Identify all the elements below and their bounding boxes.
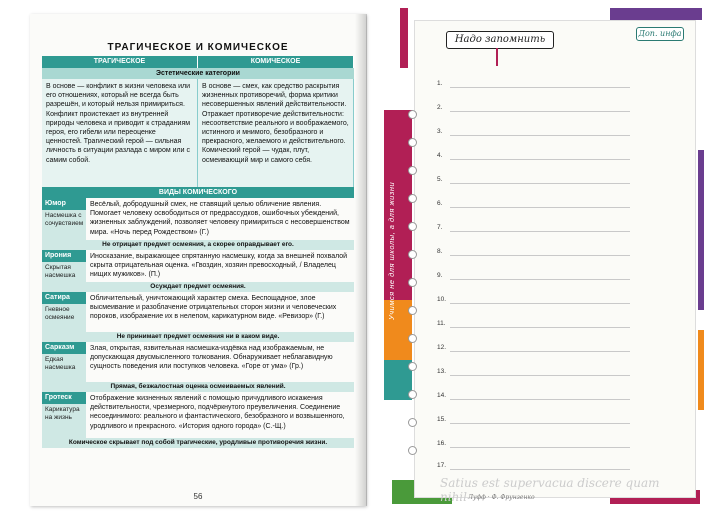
definitions-row bbox=[42, 79, 354, 187]
kind-row-irony bbox=[42, 250, 354, 282]
kind-name: Юмор bbox=[42, 198, 86, 210]
latin-motto: Satius est supervacua discere quam nihil bbox=[440, 476, 660, 504]
kind-row-humor bbox=[42, 198, 354, 240]
line-number: 6. bbox=[437, 200, 443, 207]
spiral-ring bbox=[408, 250, 417, 259]
tragic-definition: В основе — конфликт в жизни человека или его отношениях, который не всегда быть разрешён, и который нельзя примириться. Конфликт проистекает из внутренней природы человека и приводит к страданиям героя, его гибели или переоценке ценностей. Трагический герой — сильная личность в ситуации разлада с миром или с самим собой. bbox=[42, 79, 198, 187]
spiral-ring bbox=[408, 390, 417, 399]
line-number: 12. bbox=[437, 344, 447, 351]
kind-sub: Карикатура на жизнь bbox=[45, 406, 80, 421]
line-number: 16. bbox=[437, 440, 447, 447]
line-number: 1. bbox=[437, 80, 443, 87]
kind-name: Ирония bbox=[42, 250, 86, 262]
write-line bbox=[450, 135, 630, 136]
stripe-purple-top bbox=[610, 8, 702, 20]
write-line bbox=[450, 399, 630, 400]
line-number: 3. bbox=[437, 128, 443, 135]
comic-definition: В основе — смех, как средство раскрытия жизненных противоречий, форма критики несовершенных явлений действительности. Отражает противоречие действительности: несоответствие реального и воображаемого, истинного и мнимого, безобразного и прекрасного, желаемого и действительного. Комический герой — чудак, плут, осмеивающий мир и самого себя. bbox=[198, 79, 354, 187]
notebook-sheet bbox=[414, 20, 696, 498]
kind-row-grotesque bbox=[42, 392, 354, 438]
write-line bbox=[450, 207, 630, 208]
write-line bbox=[450, 303, 630, 304]
line-number: 17. bbox=[437, 462, 447, 469]
kind-note: Осуждает предмет осмеяния. bbox=[42, 282, 354, 292]
write-line bbox=[450, 87, 630, 88]
remember-title: Надо запомнить bbox=[446, 31, 554, 49]
kind-text: Злая, открытая, язвительная насмешка-издёвка над изображаемым, не допускающая двусмысленного толкования. Обнаруживает неблагавидную сущность поведения или поступков человека. «Горе от ума» (Гр.) bbox=[86, 342, 354, 382]
pin-icon bbox=[496, 48, 498, 66]
table-header-row bbox=[42, 56, 354, 68]
kind-note: Прямая, безжалостная оценка осмеиваемых явлений. bbox=[42, 382, 354, 392]
kind-text: Отображение жизненных явлений с помощью причудливого искажения действительности, чрезмерного, подчёркнутого преувеличения. Соединение несоединимого: реального и фантастического, безобразного и возвышенного, уродливого и прекрасного. «История одного города» (С.-Щ.) bbox=[86, 392, 354, 438]
kind-text: Обличительный, уничтожающий характер смеха. Беспощадное, злое высмеивание и разоблачение отрицательных сторон жизни и человеческих пороков, изображение их в нелепом, карикатурном виде. «Ревизор» (Г.) bbox=[86, 292, 354, 332]
kind-sub: Скрытая насмешка bbox=[45, 264, 76, 279]
spiral-ring bbox=[408, 166, 417, 175]
line-number: 8. bbox=[437, 248, 443, 255]
spiral-ring bbox=[408, 446, 417, 455]
page-title: ТРАГИЧЕСКОЕ И КОМИЧЕСКОЕ bbox=[107, 42, 289, 53]
spiral-ring bbox=[408, 334, 417, 343]
line-number: 10. bbox=[437, 296, 447, 303]
vertical-slogan: Учимся не для школы, а для жизни bbox=[387, 181, 396, 320]
write-line bbox=[450, 327, 630, 328]
write-line bbox=[450, 447, 630, 448]
spiral-ring bbox=[408, 222, 417, 231]
kind-sub: Гневное осмеяние bbox=[45, 306, 75, 321]
kind-sub: Едкая насмешка bbox=[45, 356, 76, 371]
kind-row-satire bbox=[42, 292, 354, 332]
write-line bbox=[450, 159, 630, 160]
extra-info-tag: Доп. инфа bbox=[636, 27, 684, 41]
write-line bbox=[450, 255, 630, 256]
spiral-ring bbox=[408, 194, 417, 203]
write-line bbox=[450, 351, 630, 352]
line-number: 7. bbox=[437, 224, 443, 231]
line-number: 15. bbox=[437, 416, 447, 423]
kind-name: Сатира bbox=[42, 292, 86, 304]
stripe-purple-right bbox=[698, 150, 704, 310]
header-comic: КОМИЧЕСКОЕ bbox=[198, 56, 354, 68]
write-line bbox=[450, 279, 630, 280]
category-header: Эстетические категории bbox=[42, 68, 354, 79]
line-number: 13. bbox=[437, 368, 447, 375]
kinds-header: ВИДЫ КОМИЧЕСКОГО bbox=[42, 187, 354, 198]
signature: Луфф · Ф. Фрунзенко bbox=[468, 494, 535, 501]
line-number: 4. bbox=[437, 152, 443, 159]
line-number: 2. bbox=[437, 104, 443, 111]
kind-row-sarcasm bbox=[42, 342, 354, 382]
spiral-ring bbox=[408, 306, 417, 315]
kind-note: Не принимает предмет осмеяния ни в каком виде. bbox=[42, 332, 354, 342]
comparison-table bbox=[42, 56, 354, 448]
write-line bbox=[450, 423, 630, 424]
spiral-ring bbox=[408, 110, 417, 119]
write-line bbox=[450, 231, 630, 232]
line-number: 5. bbox=[437, 176, 443, 183]
left-page bbox=[30, 14, 366, 506]
kind-note: Комическое скрывает под собой трагические, уродливые противоречия жизни. bbox=[42, 438, 354, 448]
stripe-orange-right bbox=[698, 330, 704, 410]
write-line bbox=[450, 469, 630, 470]
write-line bbox=[450, 183, 630, 184]
spiral-ring bbox=[408, 418, 417, 427]
spiral-ring bbox=[408, 278, 417, 287]
kind-note: Не отрицает предмет осмеяния, а скорее оправдывает его. bbox=[42, 240, 354, 250]
spiral-ring bbox=[408, 138, 417, 147]
kind-name: Сарказм bbox=[42, 342, 86, 354]
kind-text: Весёлый, добродушный смех, не ставящий целью обличение явления. Помогает человеку освободиться от предрассудков, ошибочных убеждений, жизненных заблуждений, позволяет человеку примириться с несовершенством мира. «Ночь перед Рождеством» (Г.) bbox=[86, 198, 354, 240]
kind-text: Иносказание, выражающее спрятанную насмешку, когда за внешней похвалой скрыта отрицательная оценка. «Гвоздин, хозяин превосходный, / Владелец нищих мужиков». (П.) bbox=[86, 250, 354, 282]
line-number: 11. bbox=[437, 320, 446, 327]
gutter-shadow bbox=[355, 14, 367, 506]
write-line bbox=[450, 111, 630, 112]
line-number: 14. bbox=[437, 392, 447, 399]
page-number: 56 bbox=[193, 492, 203, 501]
header-tragic: ТРАГИЧЕСКОЕ bbox=[42, 56, 198, 68]
write-line bbox=[450, 375, 630, 376]
kind-name: Гротеск bbox=[42, 392, 86, 404]
line-number: 9. bbox=[437, 272, 443, 279]
stripe-magenta-top bbox=[400, 8, 408, 68]
spiral-ring bbox=[408, 362, 417, 371]
kind-sub: Насмешка с сочувствием bbox=[45, 212, 84, 227]
